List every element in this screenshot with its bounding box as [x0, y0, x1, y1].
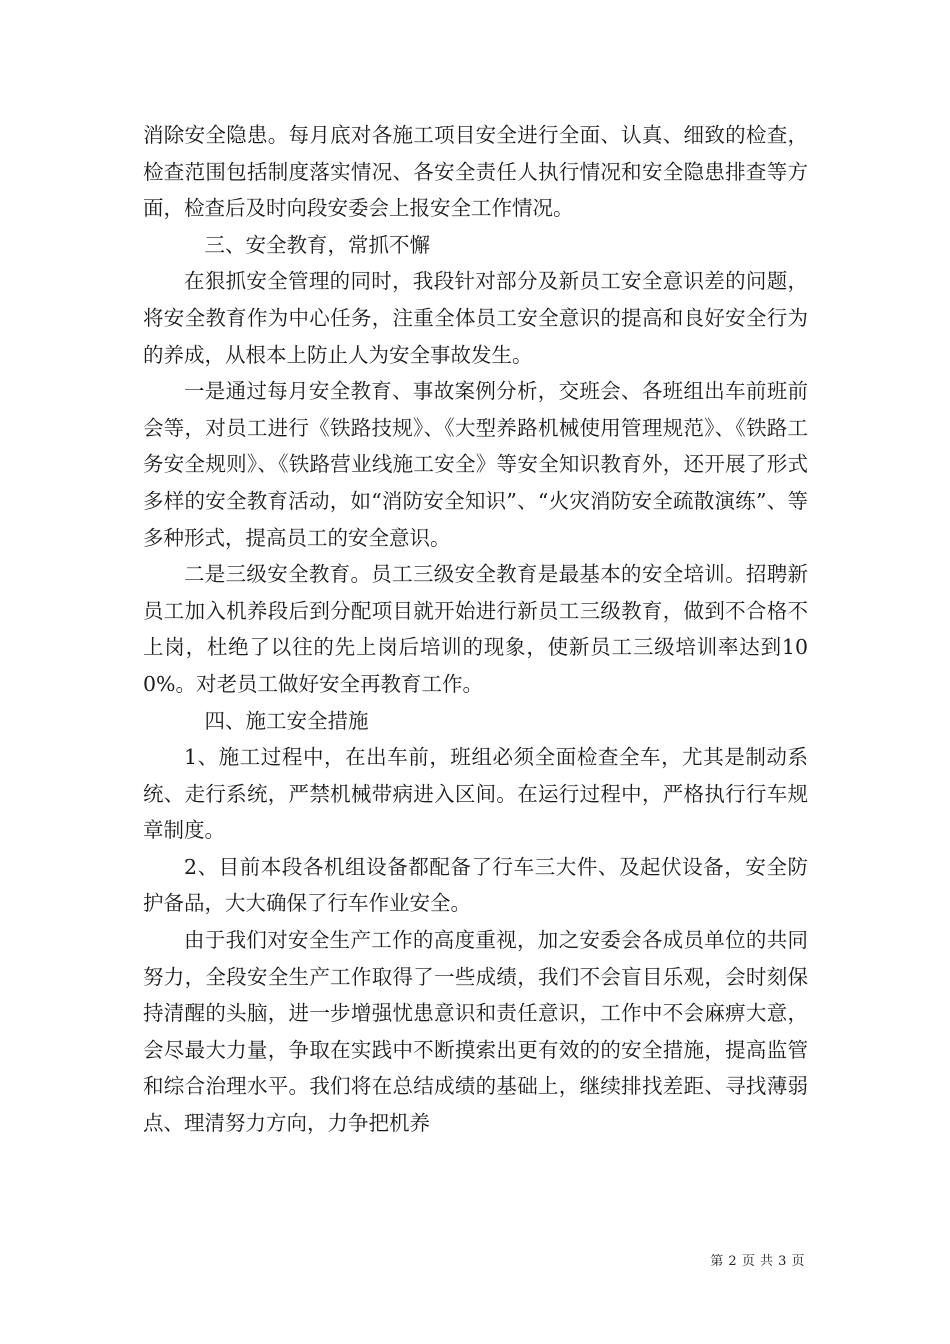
paragraph-three-level-education: 二是三级安全教育。员工三级安全教育是最基本的安全培训。招聘新员工加入机养段后到分配项目就开始进行新员工三级教育，做到不合格不上岗，杜绝了以往的先上岗后培训的现象，使新员工三级培训率达到100%。对老员工做好安全再教育工作。	[143, 562, 808, 696]
paragraph-measure-1: 1、施工过程中，在出车前，班组必须全面检查全车，尤其是制动系统、走行系统，严禁机械带病进入区间。在运行过程中，严格执行行车规章制度。	[143, 745, 808, 843]
section-heading-safety-education: 三、安全教育，常抓不懈	[204, 232, 430, 257]
paragraph-conclusion: 由于我们对安全生产工作的高度重视，加之安委会各成员单位的共同努力，全段安全生产工作取得了一些成绩，我们不会盲目乐观，会时刻保持清醒的头脑，进一步增强忧患意识和责任意识，工作中不会麻痹大意，会尽最大力量，争取在实践中不断摸索出更有效的的安全措施，提高监管和综合治理水平。我们将在总结成绩的基础上，继续排找差距、寻找薄弱点、理清努力方向，力争把机养	[143, 928, 808, 1136]
paragraph-education-intro: 在狠抓安全管理的同时，我段针对部分及新员工安全意识差的问题，将安全教育作为中心任务，注重全体员工安全意识的提高和良好安全行为的养成，从根本上防止人为安全事故发生。	[143, 269, 808, 367]
paragraph-safety-inspection: 消除安全隐患。每月底对各施工项目安全进行全面、认真、细致的检查，检查范围包括制度落实情况、各安全责任人执行情况和安全隐患排查等方面，检查后及时向段安委会上报安全工作情况。	[143, 123, 808, 221]
section-heading-construction-safety: 四、施工安全措施	[204, 708, 369, 733]
paragraph-measure-2: 2、目前本段各机组设备都配备了行车三大件、及起伏设备，安全防护备品，大大确保了行车作业安全。	[143, 854, 808, 916]
document-body	[143, 117, 808, 1142]
page-number: 第 2 页 共 3 页	[710, 1254, 805, 1269]
paragraph-monthly-education: 一是通过每月安全教育、事故案例分析，交班会、各班组出车前班前会等，对员工进行《铁路技规》、《大型养路机械使用管理规范》、《铁路工务安全规则》、《铁路营业线施工安全》等安全知识教育外，还开展了形式多样的安全教育活动，如“消防安全知识”、“火灾消防安全疏散演练”、等多种形式，提高员工的安全意识。	[143, 379, 808, 550]
